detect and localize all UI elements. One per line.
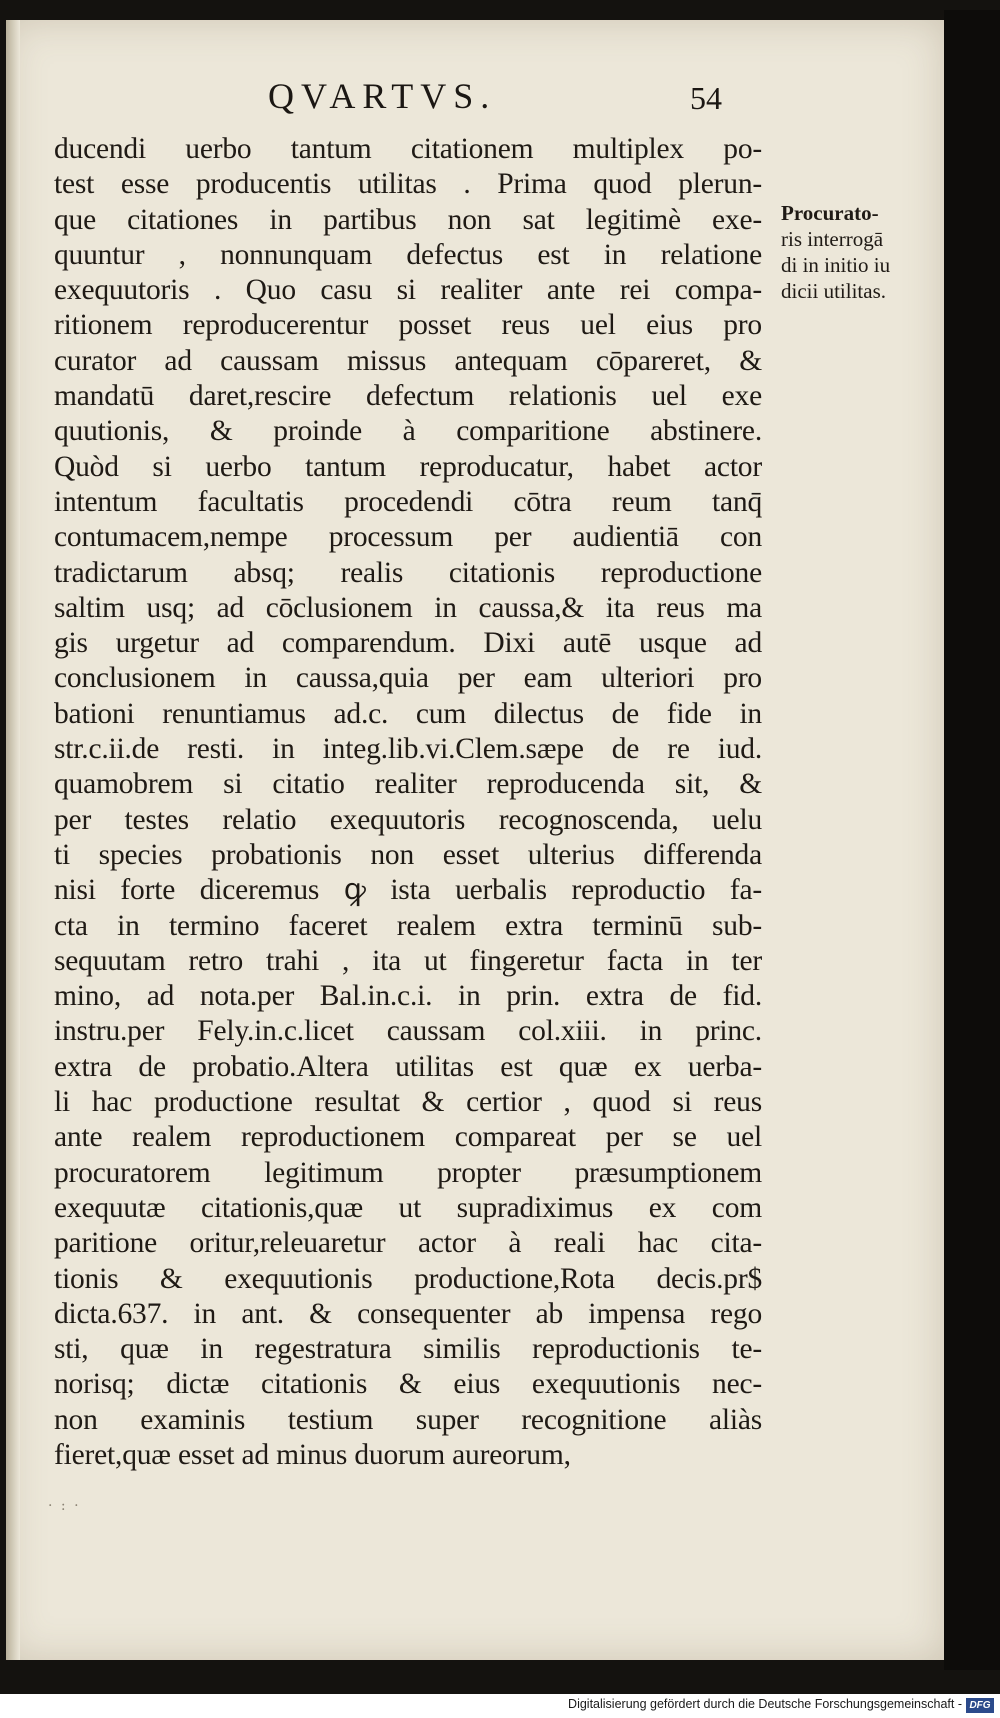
text-line: non examinis testium super recognitione aliàs: [54, 1403, 762, 1436]
text-line: exequutæ citationis,quæ ut supradiximus ex com: [54, 1191, 762, 1224]
text-line: str.c.ii.de resti. in integ.lib.vi.Clem.sæpe de re iud.: [54, 733, 762, 766]
page-edge-shadow: [944, 10, 1000, 1670]
text-line: per testes relatio exequutoris recognoscenda, uelu: [54, 803, 762, 836]
text-line: quuntur , nonnunquam defectus est in relatione: [54, 238, 762, 271]
text-line: bationi renuntiamus ad.c. cum dilectus de fide in: [54, 697, 762, 730]
text-line: extra de probatio.Altera utilitas est quæ ex uerba-: [54, 1050, 762, 1083]
text-line: li hac productione resultat & certior , quod si reus: [54, 1086, 762, 1119]
text-line: exequutoris . Quo casu si realiter ante rei compa-: [54, 274, 762, 307]
text-line: fieret,quæ esset ad minus duorum aureorum,: [54, 1438, 571, 1471]
page-number: 54: [690, 80, 722, 116]
text-line: mandatū daret,rescire defectum relationis uel exe: [54, 380, 762, 413]
text-line: instru.per Fely.in.c.licet caussam col.xiii. in princ.: [54, 1015, 762, 1048]
text-line: Quòd si uerbo tantum reproducatur, habet actor: [54, 450, 762, 483]
text-line: contumacem,nempe processum per audientiā con: [54, 521, 762, 554]
marginal-note-line: dicii utilitas.: [781, 279, 886, 303]
text-line: mino, ad nota.per Bal.in.c.i. in prin. extra de fid.: [54, 980, 762, 1013]
text-line: ante realem reproductionem compareat per se uel: [54, 1121, 762, 1154]
funding-credit: Digitalisierung gefördert durch die Deutsche Forschungsgemeinschaft -: [568, 1697, 962, 1711]
text-line: nisi forte diceremus ꝙ ista uerbalis reproductio fa-: [54, 874, 762, 907]
book-page: [6, 20, 944, 1660]
text-line: sequutam retro trahi , ita ut fingeretur facta in ter: [54, 944, 762, 977]
text-line: tradictarum absq; realis citationis reproductione: [54, 556, 762, 589]
text-line: que citationes in partibus non sat legitimè exe-: [54, 203, 762, 236]
text-line: conclusionem in caussa,quia per eam ulteriori pro: [54, 662, 762, 695]
text-line: quutionis, & proinde à comparitione abstinere.: [54, 415, 762, 448]
text-line: ti species probationis non esset ulterius differenda: [54, 838, 762, 871]
text-line: procuratorem legitimum propter præsumptionem: [54, 1156, 762, 1189]
text-line: test esse producentis utilitas . Prima quod plerun-: [54, 168, 762, 201]
marginal-note-line: Procurato-: [781, 201, 879, 225]
paper-specks: · : ·: [48, 1498, 81, 1514]
running-head: QVARTVS.: [268, 76, 497, 116]
text-line: sti, quæ in regestratura similis reproductionis te-: [54, 1333, 762, 1366]
text-line: saltim usq; ad cōclusionem in caussa,& ita reus ma: [54, 591, 762, 624]
digitization-footer: [0, 1694, 1000, 1718]
text-line: ritionem reproducerentur posset reus uel eius pro: [54, 309, 762, 342]
marginal-note: [781, 200, 941, 304]
text-line: curator ad caussam missus antequam cōpareret, &: [54, 344, 762, 377]
text-line: gis urgetur ad comparendum. Dixi autē usque ad: [54, 627, 762, 660]
text-line: cta in termino faceret realem extra terminū sub-: [54, 909, 762, 942]
text-line: tionis & exequutionis productione,Rota decis.pr$: [54, 1262, 762, 1295]
marginal-note-line: ris interrogā: [781, 227, 884, 251]
gutter-shading: [6, 20, 20, 1660]
body-text-column: [54, 132, 762, 1473]
dfg-logo-icon: DFG: [966, 1698, 994, 1713]
text-line: paritione oritur,releuaretur actor à reali hac cita-: [54, 1227, 762, 1260]
text-line: intentum facultatis procedendi cōtra reum tanq̄: [54, 485, 762, 518]
text-line: quamobrem si citatio realiter reproducenda sit, &: [54, 768, 762, 801]
text-line: dicta.637. in ant. & consequenter ab impensa rego: [54, 1297, 762, 1330]
text-line: ducendi uerbo tantum citationem multiplex po-: [54, 133, 762, 165]
marginal-note-line: di in initio iu: [781, 253, 891, 277]
text-line: norisq; dictæ citationis & eius exequutionis nec-: [54, 1368, 762, 1401]
